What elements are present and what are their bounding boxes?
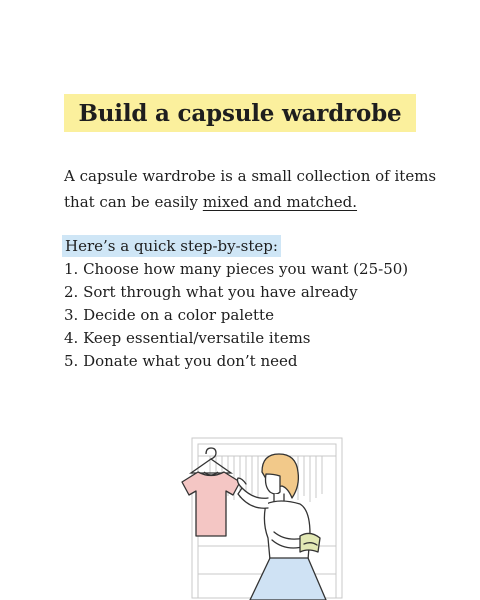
step-item: 3. Decide on a color palette	[64, 306, 274, 324]
step-item: 4. Keep essential/versatile items	[64, 329, 311, 347]
steps-heading-highlight	[62, 235, 281, 257]
steps-heading: Here’s a quick step-by-step:	[65, 237, 278, 255]
pink-shirt-icon	[182, 472, 240, 536]
page-title: Build a capsule wardrobe	[78, 99, 402, 127]
step-item: 1. Choose how many pieces you want (25-50)	[64, 260, 409, 278]
step-item: 5. Donate what you don’t need	[64, 352, 298, 370]
intro-text: A capsule wardrobe is a small collection of items that can be easily	[64, 167, 437, 211]
woman-holding-shirt-illustration	[170, 428, 360, 600]
intro-underlined: mixed and matched.	[202, 193, 358, 211]
step-item: 2. Sort through what you have already	[64, 283, 358, 301]
title-highlight	[64, 94, 416, 132]
hanger-icon	[191, 448, 231, 473]
steps-list	[64, 258, 408, 373]
woman-figure	[238, 454, 327, 600]
intro-paragraph	[64, 163, 444, 215]
